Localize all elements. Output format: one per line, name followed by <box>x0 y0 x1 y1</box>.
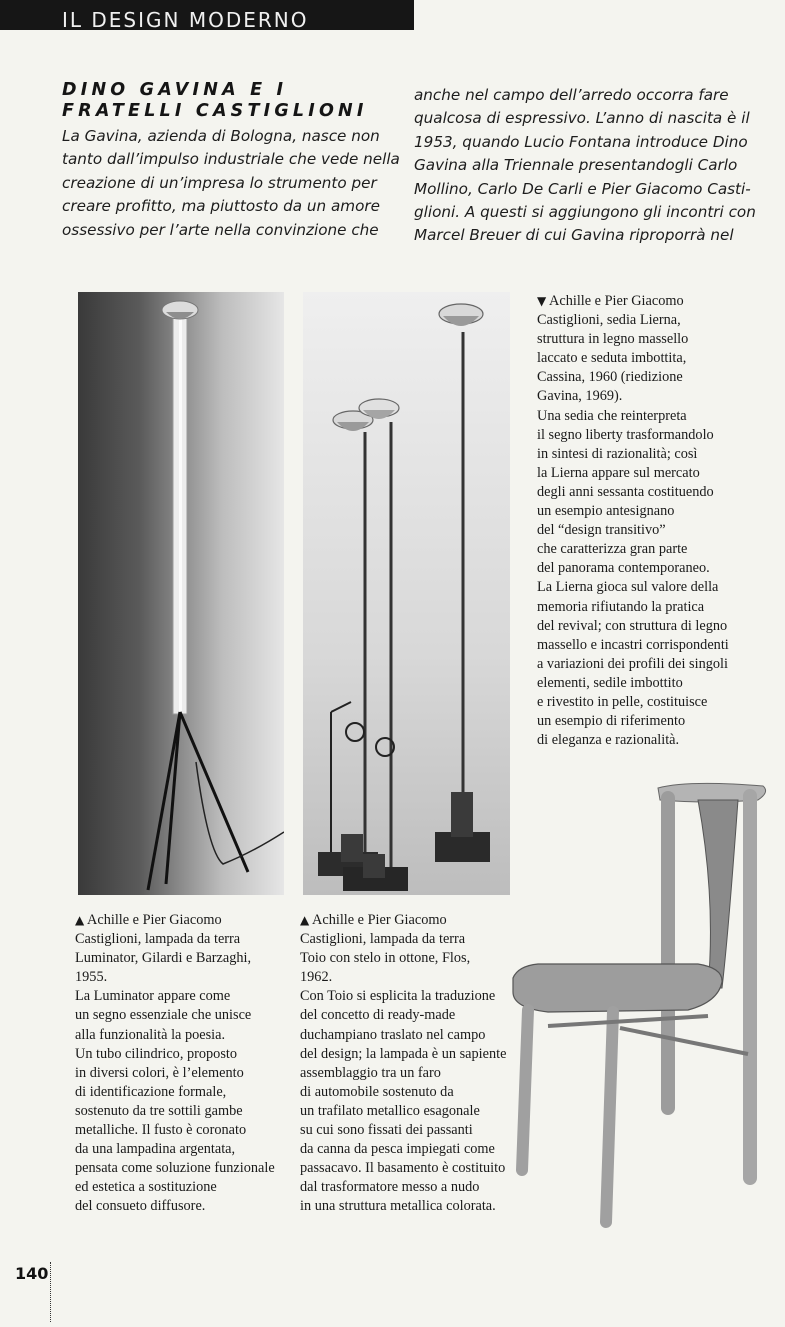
caption-line: del concetto di ready-made <box>300 1007 456 1024</box>
caption-line: 1962. <box>300 969 333 986</box>
caption-line: alla funzionalità la poesia. <box>75 1026 226 1043</box>
article-title-line: FRATELLI CASTIGLIONI <box>62 101 368 121</box>
intro-line: 1953, quando Lucio Fontana introduce Dino <box>414 132 748 151</box>
caption-line: di eleganza e razionalità. <box>537 732 680 749</box>
caption-line: il segno liberty trasformandolo <box>537 426 714 443</box>
caption-line: degli anni sessanta costituendo <box>537 483 714 500</box>
caption-line: da una lampadina argentata, <box>75 1141 236 1158</box>
caption-line: da canna da pesca impiegati come <box>300 1141 495 1158</box>
caption-line: 1955. <box>75 969 108 986</box>
caption-line: elementi, sedile imbottito <box>537 674 683 691</box>
intro-line: tanto dall’impulso industriale che vede nella <box>62 150 400 169</box>
caption-line: Con Toio si esplicita la traduzione <box>300 988 496 1005</box>
caption-line: un esempio antesignano <box>537 503 675 520</box>
intro-line: creare profitto, ma piuttosto da un amore <box>62 197 380 216</box>
intro-line: Gavina alla Triennale presentandogli Carlo <box>414 156 738 175</box>
page-number: 140 <box>15 1264 49 1283</box>
toio-caption <box>300 911 510 1217</box>
caption-line: su cui sono fissati dei passanti <box>300 1122 473 1139</box>
caption-line: che caratterizza gran parte <box>537 541 688 558</box>
caption-line: Castiglioni, lampada da terra <box>75 931 241 948</box>
page-number-rule <box>50 1262 51 1322</box>
caption-line: la Lierna appare sul mercato <box>537 464 700 481</box>
intro-line: anche nel campo dell’arredo occorra fare <box>414 86 729 104</box>
article-title-line: DINO GAVINA E I <box>62 80 288 100</box>
caption-line: del design; la lampada è un sapiente <box>300 1045 507 1062</box>
caption-line: un segno essenziale che unisce <box>75 1007 252 1024</box>
caption-line: di identificazione formale, <box>75 1083 227 1100</box>
intro-line: Marcel Breuer di cui Gavina riproporrà nel <box>414 226 734 245</box>
down-triangle-icon: ▼ <box>537 294 547 308</box>
caption-line: ed estetica a sostituzione <box>75 1179 217 1196</box>
caption-line: Toio con stelo in ottone, Flos, <box>300 950 471 967</box>
caption-line: dal trasformatore messo a nudo <box>300 1179 480 1196</box>
caption-line: in una struttura metallica colorata. <box>300 1198 496 1215</box>
toio-lamp-illustration <box>303 292 510 895</box>
intro-line: glioni. A questi si aggiungono gli incontri con <box>414 203 756 222</box>
caption-line: del revival; con struttura di legno <box>537 617 728 634</box>
caption-line: Luminator, Gilardi e Barzaghi, <box>75 950 252 967</box>
caption-line: ▼ Achille e Pier Giacomo <box>537 293 684 309</box>
caption-line: laccato e seduta imbottita, <box>537 350 687 367</box>
caption-line: Castiglioni, sedia Lierna, <box>537 312 681 329</box>
lierna-chair-photo <box>508 778 783 1228</box>
caption-line: Castiglioni, lampada da terra <box>300 931 466 948</box>
caption-line: in diversi colori, è l’elemento <box>75 1064 244 1081</box>
caption-line: ▲ Achille e Pier Giacomo <box>300 912 447 928</box>
luminator-lamp-illustration <box>78 292 284 895</box>
up-triangle-icon: ▲ <box>75 913 85 927</box>
intro-column-right <box>414 84 762 248</box>
intro-line: La Gavina, azienda di Bologna, nasce non <box>62 127 380 145</box>
caption-line: passacavo. Il basamento è costituito <box>300 1160 506 1177</box>
intro-line: qualcosa di espressivo. L’anno di nascita è il <box>414 109 750 128</box>
caption-line: un trafilato metallico esagonale <box>300 1102 480 1119</box>
caption-line: La Lierna gioca sul valore della <box>537 579 719 596</box>
caption-line: del “design transitivo” <box>537 522 666 539</box>
caption-line: un esempio di riferimento <box>537 713 686 730</box>
caption-line: assemblaggio tra un faro <box>300 1064 441 1081</box>
caption-line: metalliche. Il fusto è coronato <box>75 1122 247 1139</box>
section-title: IL DESIGN MODERNO <box>62 8 309 30</box>
caption-line: Un tubo cilindrico, proposto <box>75 1045 238 1062</box>
intro-line: ossessivo per l’arte nella convinzione che <box>62 220 379 239</box>
intro-column-left <box>62 80 398 242</box>
caption-line: in sintesi di razionalità; così <box>537 445 698 462</box>
toio-lamp-photo <box>303 292 510 895</box>
caption-line: duchampiano traslato nel campo <box>300 1026 486 1043</box>
intro-line: creazione di un’impresa lo strumento per <box>62 173 377 192</box>
caption-line: pensata come soluzione funzionale <box>75 1160 275 1177</box>
section-header-bar <box>0 0 414 30</box>
caption-line: massello e incastri corrispondenti <box>537 636 729 653</box>
caption-line: e rivestito in pelle, costituisce <box>537 693 708 710</box>
caption-line: di automobile sostenuto da <box>300 1083 454 1100</box>
caption-line: struttura in legno massello <box>537 331 689 348</box>
caption-line: del panorama contemporaneo. <box>537 560 710 577</box>
caption-line: ▲ Achille e Pier Giacomo <box>75 912 222 928</box>
caption-line: Cassina, 1960 (riedizione <box>537 369 683 386</box>
caption-line: memoria rifiutando la pratica <box>537 598 705 615</box>
caption-line: La Luminator appare come <box>75 988 231 1005</box>
caption-line: a variazioni dei profili dei singoli <box>537 655 728 672</box>
lierna-caption <box>537 292 767 750</box>
caption-line: Una sedia che reinterpreta <box>537 407 687 424</box>
lierna-chair-illustration <box>508 778 783 1228</box>
intro-line: Mollino, Carlo De Carli e Pier Giacomo Casti- <box>414 179 751 198</box>
caption-line: del consueto diffusore. <box>75 1198 206 1215</box>
up-triangle-icon: ▲ <box>300 913 310 927</box>
caption-line: Gavina, 1969). <box>537 388 623 405</box>
luminator-caption <box>75 911 290 1217</box>
caption-line: sostenuto da tre sottili gambe <box>75 1102 243 1119</box>
luminator-lamp-photo <box>78 292 284 895</box>
